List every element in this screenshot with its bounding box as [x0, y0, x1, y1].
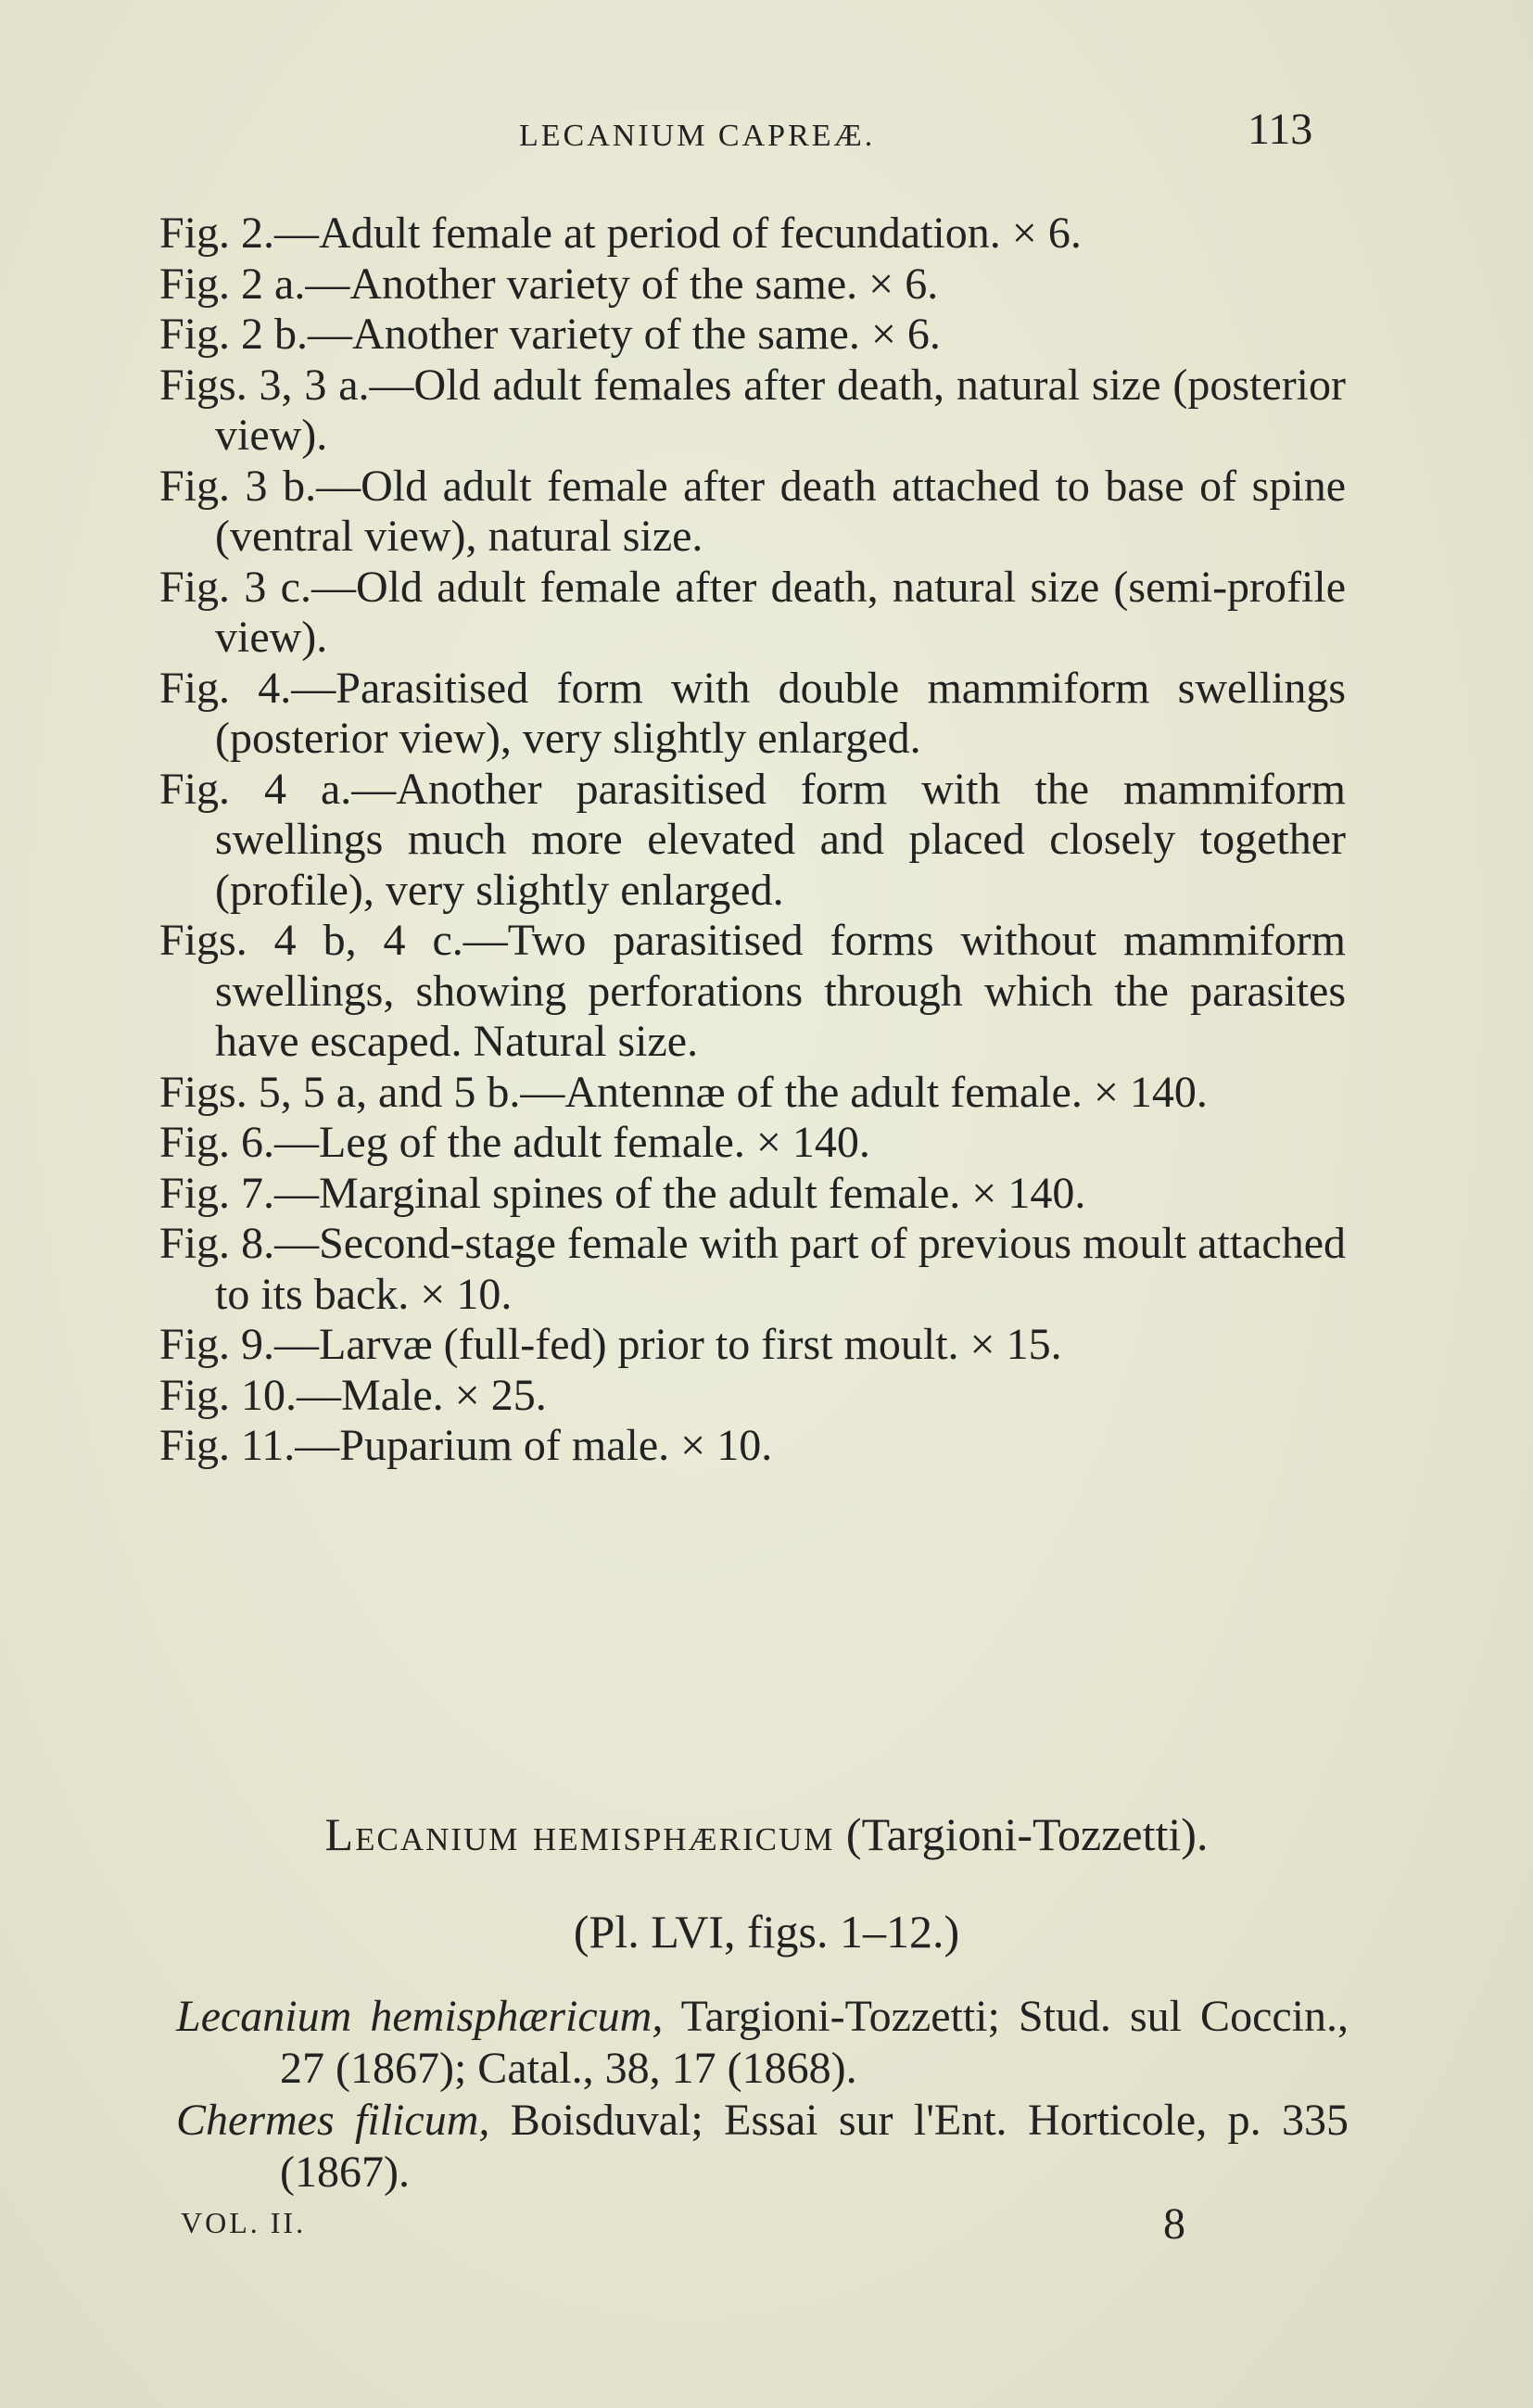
figure-legend-entry: Fig. 9.—Larvæ (full-fed) prior to first moult. × 15. — [159, 1320, 1062, 1369]
running-head: LECANIUM CAPREÆ. — [519, 119, 876, 153]
synonym-name: Lecanium hemisphæricum, — [176, 1992, 664, 2041]
figure-legend-entry: Fig. 8.—Second-stage female with part of previous moult attached to its back. × 10. — [159, 1219, 1346, 1319]
synonym-name: Chermes filicum, — [176, 2096, 490, 2145]
page-number: 113 — [1248, 105, 1313, 154]
figure-legend-entry: Fig. 3 c.—Old adult female after death, natural size (semi-profile view). — [159, 562, 1346, 662]
signature-mark: 8 — [1163, 2199, 1185, 2249]
figure-legend-entry: Fig. 7.—Marginal spines of the adult female. × 140. — [159, 1168, 1086, 1218]
figure-legend-entry: Fig. 6.—Leg of the adult female. × 140. — [159, 1118, 870, 1167]
figure-legend-entry: Fig. 3 b.—Old adult female after death attached to base of spine (ventral view), natural size. — [159, 461, 1346, 561]
synonym-entry — [176, 2095, 1349, 2199]
figure-legend-entry: Fig. 4.—Parasitised form with double mammiform swellings (posterior view), very slightly enlarged. — [159, 663, 1346, 763]
section-title — [0, 1807, 1533, 1861]
volume-mark: VOL. II. — [181, 2206, 307, 2239]
figure-legend-entry: Fig. 4 a.—Another parasitised form with the mammiform swellings much more elevated and placed closely together (profile), very slightly enlarged. — [159, 764, 1346, 915]
synonym-citation: Targioni-Tozzetti; Stud. sul Coccin., 27 (1867); Catal., 38, 17 (1868). — [280, 1992, 1349, 2093]
figure-legend-entry: Figs. 4 b, 4 c.—Two parasitised forms without mammiform swellings, showing perforations through which the parasites have escaped. Natural size. — [159, 916, 1346, 1066]
figure-legend-entry: Fig. 2.—Adult female at period of fecundation. × 6. — [159, 209, 1082, 258]
figure-legend-entry: Figs. 3, 3 a.—Old adult females after death, natural size (posterior view). — [159, 360, 1346, 460]
figure-legend-entry: Figs. 5, 5 a, and 5 b.—Antennæ of the adult female. × 140. — [159, 1067, 1208, 1117]
figure-legend-entry: Fig. 10.—Male. × 25. — [159, 1370, 547, 1420]
figure-legend-entry: Fig. 2 b.—Another variety of the same. × 6. — [159, 310, 941, 359]
synonym-citation: Boisduval; Essai sur l'Ent. Horticole, p. 335 (1867). — [280, 2096, 1349, 2197]
figure-legend-entry: Fig. 11.—Puparium of male. × 10. — [159, 1421, 773, 1470]
figure-legend-entry: Fig. 2 a.—Another variety of the same. × 6. — [159, 259, 939, 309]
plate-reference: (Pl. LVI, figs. 1–12.) — [573, 1906, 960, 1958]
figure-legend-list — [159, 209, 1346, 1472]
synonym-entry — [176, 1991, 1349, 2095]
synonymy-list — [176, 1991, 1349, 2199]
species-name: Lecanium hemisphæricum — [324, 1808, 835, 1860]
species-author: (Targioni-Tozzetti). — [845, 1808, 1209, 1860]
